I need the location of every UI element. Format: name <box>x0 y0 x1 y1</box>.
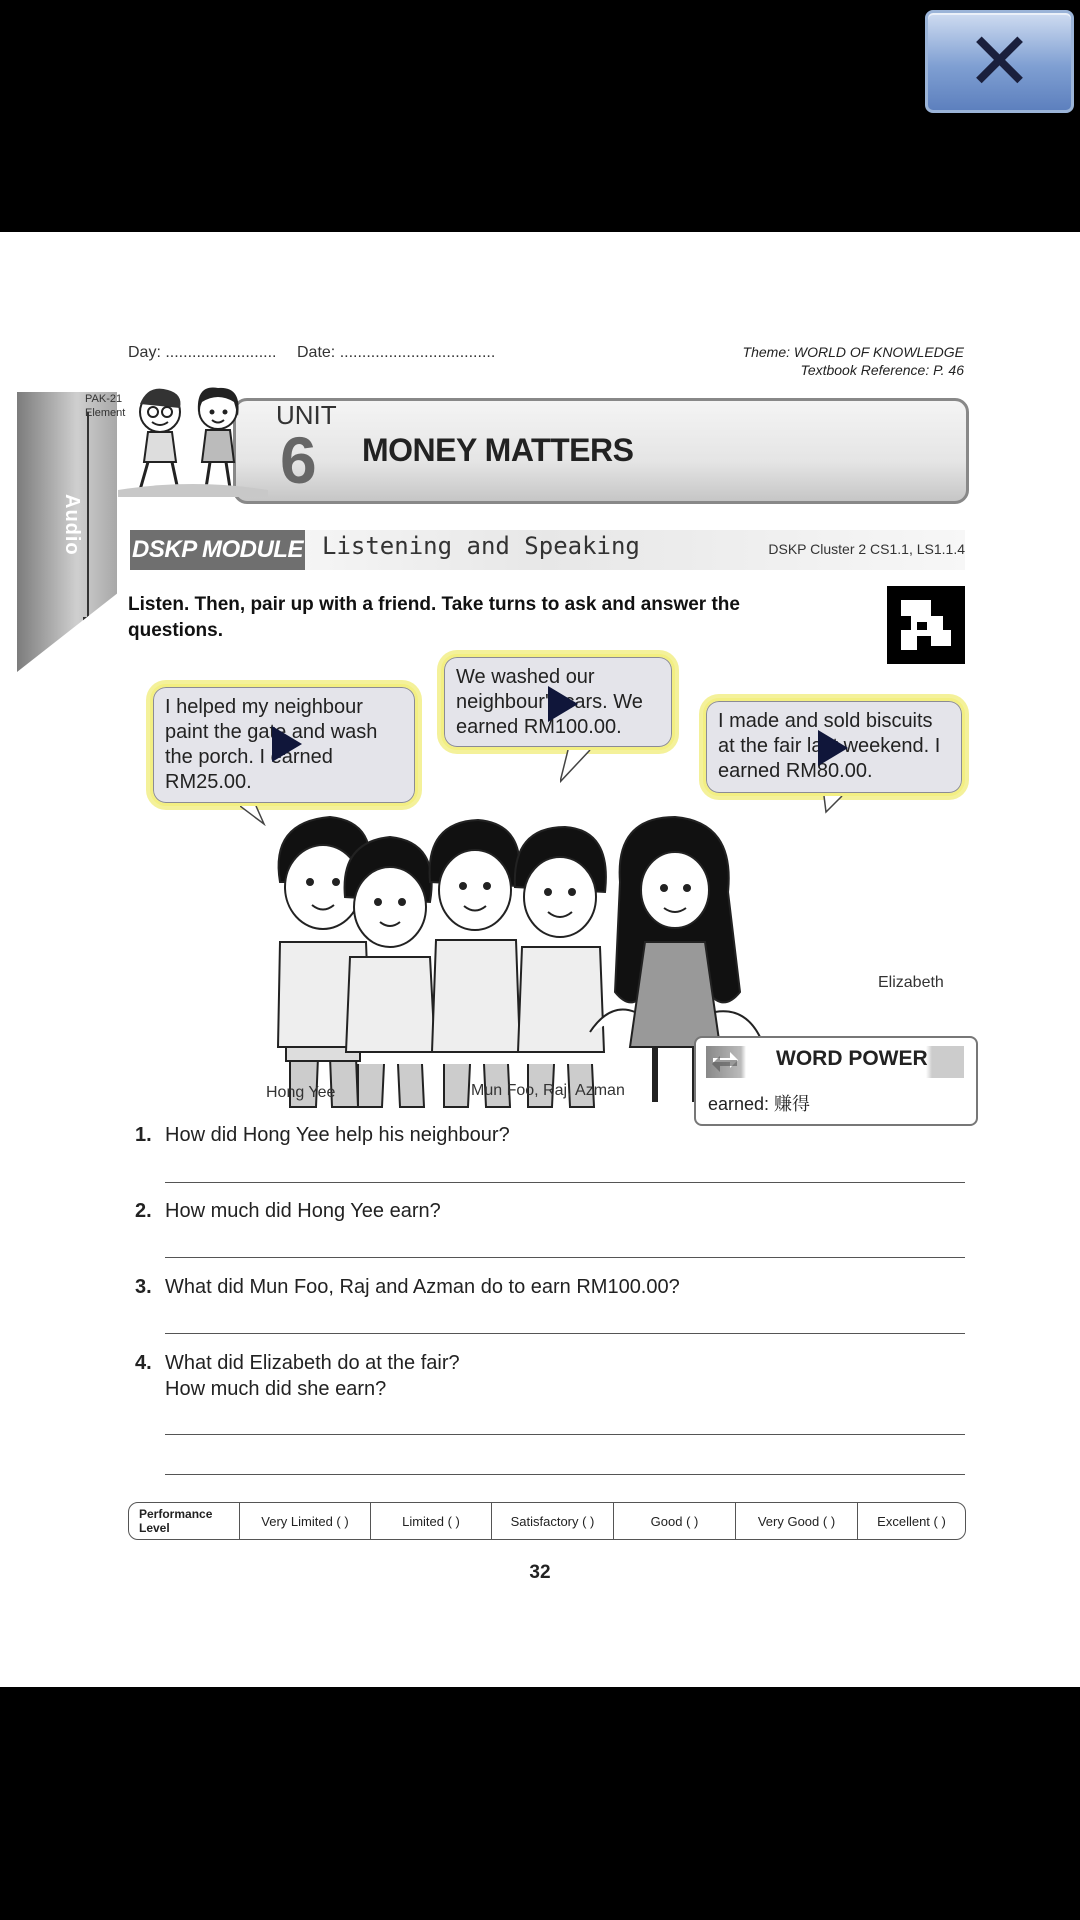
speech-bubble-hong-yee-text: I helped my neighbour paint the gate and wash the porch. I earned RM25.00. <box>165 696 378 793</box>
skill-title: Listening and Speaking <box>322 532 640 560</box>
unit-number: 6 <box>280 423 317 497</box>
name-hong-yee: Hong Yee <box>266 1084 336 1101</box>
audio-tab-line <box>87 412 89 617</box>
dskp-cluster: DSKP Cluster 2 CS1.1, LS1.1.4 <box>768 541 965 557</box>
answer-line[interactable] <box>165 1474 965 1475</box>
question-text: What did Mun Foo, Raj and Azman do to earn RM100.00? <box>165 1276 680 1298</box>
audio-tab-marker <box>83 617 91 625</box>
level-satisfactory[interactable]: Satisfactory ( ) <box>491 1503 613 1539</box>
question-text: How much did Hong Yee earn? <box>165 1200 441 1222</box>
question-text: What did Elizabeth do at the fair? <box>165 1352 460 1374</box>
audio-label: Audio <box>61 494 83 556</box>
bubble-tail-boys <box>560 750 600 784</box>
question-text-line2: How much did she earn? <box>165 1378 387 1400</box>
workbook-page[interactable] <box>0 232 1080 1687</box>
unit-title: MONEY MATTERS <box>362 432 634 468</box>
speech-bubble-boys-text: We washed our neighbour's cars. We earned RM100.00. <box>456 666 643 738</box>
play-audio-icon[interactable] <box>272 726 302 762</box>
answer-line[interactable] <box>165 1182 965 1183</box>
question-number: 4. <box>135 1352 152 1374</box>
word-power-entry: earned: 赚得 <box>708 1094 811 1114</box>
pak21-label: PAK-21 <box>85 393 123 405</box>
dskp-module-label: DSKP MODULE <box>130 530 305 570</box>
level-limited[interactable]: Limited ( ) <box>370 1503 491 1539</box>
play-audio-icon[interactable] <box>818 730 848 766</box>
name-boys-group: Mun Foo, Raj, Azman <box>471 1082 625 1099</box>
level-good[interactable]: Good ( ) <box>613 1503 735 1539</box>
level-very-limited[interactable]: Very Limited ( ) <box>239 1503 370 1539</box>
close-icon: ✕ <box>965 14 1034 108</box>
performance-level-table <box>128 1502 966 1540</box>
answer-line[interactable] <box>165 1434 965 1435</box>
date-field: Date: ................................... <box>297 344 496 361</box>
unit-word: UNIT <box>276 400 337 430</box>
close-button[interactable] <box>925 10 1074 113</box>
textbook-reference: Textbook Reference: P. 46 <box>800 362 964 378</box>
question-number: 1. <box>135 1124 152 1146</box>
pak21-element-label: Element <box>85 407 126 419</box>
word-power-box <box>694 1036 978 1126</box>
arrows-icon <box>710 1048 740 1076</box>
name-elizabeth: Elizabeth <box>878 974 944 991</box>
qr-code-icon[interactable] <box>887 586 965 664</box>
answer-line[interactable] <box>165 1333 965 1334</box>
word-power-title: WORD POWER <box>776 1047 928 1070</box>
theme-label: Theme: WORLD OF KNOWLEDGE <box>742 344 964 360</box>
speech-bubble-elizabeth-text: I made and sold biscuits at the fair last weekend. I earned RM80.00. <box>718 710 941 782</box>
question-4 <box>135 1350 460 1402</box>
question-1 <box>135 1122 510 1148</box>
answer-line[interactable] <box>165 1257 965 1258</box>
level-very-good[interactable]: Very Good ( ) <box>735 1503 857 1539</box>
kids-illustration <box>118 382 268 497</box>
question-number: 3. <box>135 1276 152 1298</box>
level-excellent[interactable]: Excellent ( ) <box>857 1503 965 1539</box>
question-number: 2. <box>135 1200 152 1222</box>
page-number: 32 <box>529 1562 551 1583</box>
day-field: Day: ......................... <box>128 344 277 361</box>
question-text: How did Hong Yee help his neighbour? <box>165 1124 510 1146</box>
performance-level-label: Performance Level <box>139 1507 213 1535</box>
question-2 <box>135 1198 441 1224</box>
question-3 <box>135 1274 680 1300</box>
play-audio-icon[interactable] <box>548 686 578 722</box>
instruction-text: Listen. Then, pair up with a friend. Take turns to ask and answer the questions. <box>128 594 740 641</box>
